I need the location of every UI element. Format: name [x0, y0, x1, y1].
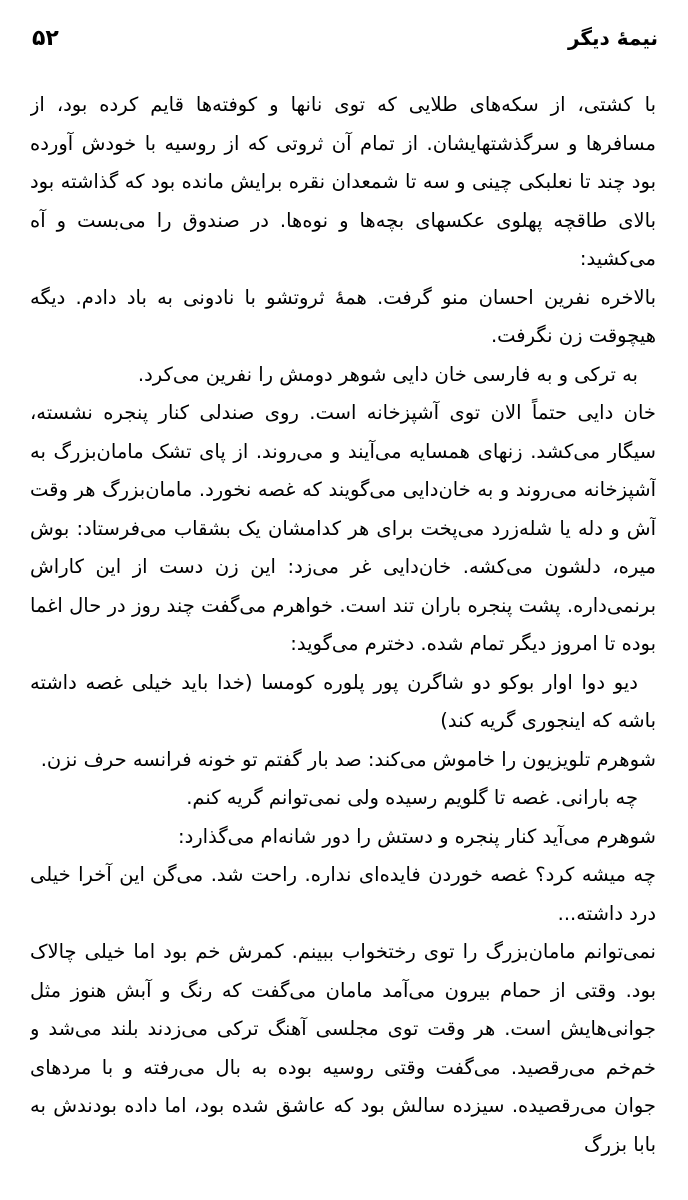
page-header	[32, 26, 658, 62]
paragraph: شوهرم می‌آید کنار پنجره و دستش را دور شانه‌ام می‌گذارد:	[178, 824, 656, 848]
body-text	[30, 86, 656, 1194]
paragraph: دیو دوا اوار بوکو دو شاگرن پور پلوره کومسا (خدا باید خیلی غصه داشته باشه که اینجوری گریه کند)	[30, 670, 656, 732]
running-title: نیمهٔ دیگر	[567, 26, 658, 50]
paragraph: شوهرم تلویزیون را خاموش می‌کند: صد بار گفتم تو خونه فرانسه حرف نزن.	[40, 747, 656, 771]
paragraph: نمی‌توانم مامان‌بزرگ را توی رختخواب ببینم. کمرش خم بود اما خیلی چالاک بود. وقتی از حمام بیرون می‌آمد مامان می‌گفت که رنگ و آبش هنوز مثل جوانی‌هایش است. هر وقت توی مجلسی آهنگ ترکی می‌زدند بلند می‌شد و خم‌خم می‌رقصید. می‌گفت وقتی روسیه بوده به بال می‌رفته و با مردهای جوان می‌رقصیده. سیزده سالش بود که عاشق شده بود، اما داده بودندش به بابا بزرگ	[30, 940, 656, 1156]
page-number: ۵۲	[32, 26, 59, 51]
paragraph: با کشتی، از سکه‌های طلایی که توی نانها و کوفته‌ها قایم کرده بود، از مسافرها و سرگذشتهایشان. از تمام آن ثروتی که از روسیه با خودش آورده بود چند تا نعلبکی چینی و سه تا شمعدان نقره برایش مانده بود که گذاشته بود بالای طاقچه پهلوی عکسهای بچه‌ها و نوه‌ها. در صندوق را می‌بست و آه می‌کشید:	[30, 93, 656, 270]
paragraph: چه بارانی. غصه تا گلویم رسیده ولی نمی‌توانم گریه کنم.	[186, 786, 638, 809]
paragraph: بالاخره نفرین احسان منو گرفت. همهٔ ثروتشو با نادونی به باد دادم. دیگه هیچوقت زن نگرفت.	[30, 285, 656, 347]
paragraph: چه میشه کرد؟ غصه خوردن فایده‌ای نداره. راحت شد. می‌گن این آخرا خیلی درد داشته...	[30, 863, 656, 925]
paragraph: خان دایی حتماً الان توی آشپزخانه است. روی صندلی کنار پنجره نشسته، سیگار می‌کشد. زنهای همسایه می‌آیند و می‌روند. از پای تشک مامان‌بزرگ به آشپزخانه می‌روند و به خان‌دایی می‌گویند که غصه نخورد. مامان‌بزرگ هر وقت آش و دله یا شله‌زرد می‌پخت برای هر کدامشان یک بشقاب می‌فرستاد: بوش میره، دلشون می‌کشه. خان‌دایی غر می‌زد: این زن دست از این کاراش برنمی‌داره. پشت پنجره باران تند است. خواهرم می‌گفت چند روز در حال اغما بوده تا امروز دیگر تمام شده. دخترم می‌گوید:	[30, 401, 656, 655]
paragraph: به ترکی و به فارسی خان دایی شوهر دومش را نفرین می‌کرد.	[137, 362, 638, 386]
